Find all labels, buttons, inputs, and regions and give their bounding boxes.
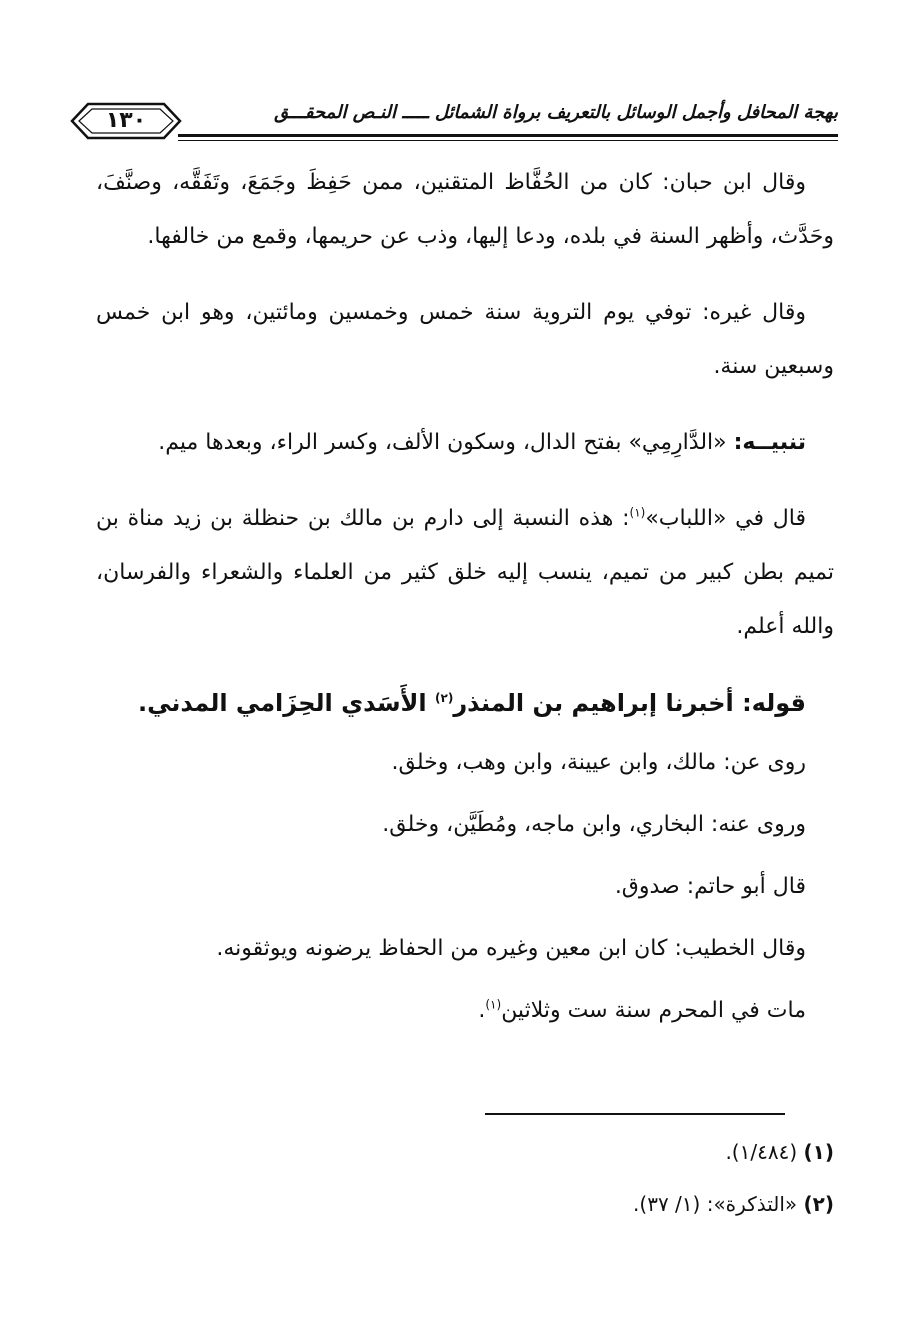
narrator-heading-end: الأَسَدي الحِزَامي المدني. — [137, 689, 436, 717]
page-header — [70, 96, 838, 152]
khatib-line: وقال الخطيب: كان ابن معين وغيره من الحفاظ يرضونه ويوثقونه. — [216, 936, 806, 961]
death-line-text: مات في المحرم سنة ست وثلاثين — [501, 998, 806, 1023]
header-rule-thin — [178, 140, 838, 141]
header-rule — [178, 134, 838, 137]
footnotes — [96, 1126, 834, 1230]
narrator-heading — [96, 676, 834, 730]
footnote-text: «التذكرة»: (١/ ٣٧). — [633, 1192, 798, 1216]
running-title: بهجة المحافل وأجمل الوسائل بالتعريف برواة الشمائل ـــــ النـص المحقـــق — [274, 102, 838, 123]
main-text — [96, 156, 834, 1046]
paragraph-lubab — [96, 492, 834, 654]
footnote-1 — [96, 1126, 834, 1178]
footnote-text: (١/٤٨٤). — [725, 1140, 798, 1164]
paragraph-death-date: وقال غيره: توفي يوم التروية سنة خمس وخمسين ومائتين، وهو ابن خمس وسبعين سنة. — [96, 300, 834, 379]
abu-hatim-line: قال أبو حاتم: صدوق. — [614, 874, 806, 899]
page-number-badge — [70, 98, 182, 144]
death-line-end: . — [478, 998, 486, 1023]
footnote-2 — [96, 1178, 834, 1230]
footnote-ref: (١) — [485, 997, 502, 1012]
footnote-number: (١) — [803, 1140, 834, 1164]
note-text: «الدَّارِمِي» بفتح الدال، وسكون الألف، وكسر الراء، وبعدها ميم. — [158, 430, 727, 455]
death-line — [96, 984, 834, 1038]
footnote-number: (٢) — [803, 1192, 834, 1216]
narrated-by-line: وروى عنه: البخاري، وابن ماجه، ومُطَيَّن، وخلق. — [382, 812, 806, 837]
paragraph-ibn-hibban: وقال ابن حبان: كان من الحُفَّاظ المتقنين، ممن حَفِظَ وجَمَعَ، وتَفَقَّه، وصنَّفَ، وحَدَّث، وأظهر السنة في بلده، ودعا إليها، وذب عن حريمها، وقمع من خالفها. — [96, 170, 834, 249]
narrated-from-line: روى عن: مالك، وابن عيينة، وابن وهب، وخلق. — [391, 750, 806, 775]
page-number: ١٣٠ — [105, 108, 147, 133]
footnote-separator — [485, 1113, 785, 1115]
paragraph-note — [96, 416, 834, 470]
footnote-ref: (١) — [629, 505, 646, 520]
narrator-heading-start: قوله: أخبرنا إبراهيم بن المنذر — [453, 689, 806, 717]
lubab-text: : هذه النسبة إلى دارم بن مالك بن حنظلة بن زيد مناة بن تميم بطن كبير من تميم، ينسب إليه خلق كثير من العلماء والشعراء والفرسان، والله أعلم. — [96, 506, 834, 639]
lubab-intro: قال في «اللباب» — [645, 506, 806, 531]
footnote-ref: (٢) — [435, 691, 454, 705]
note-label: تنبيــه: — [733, 430, 806, 455]
